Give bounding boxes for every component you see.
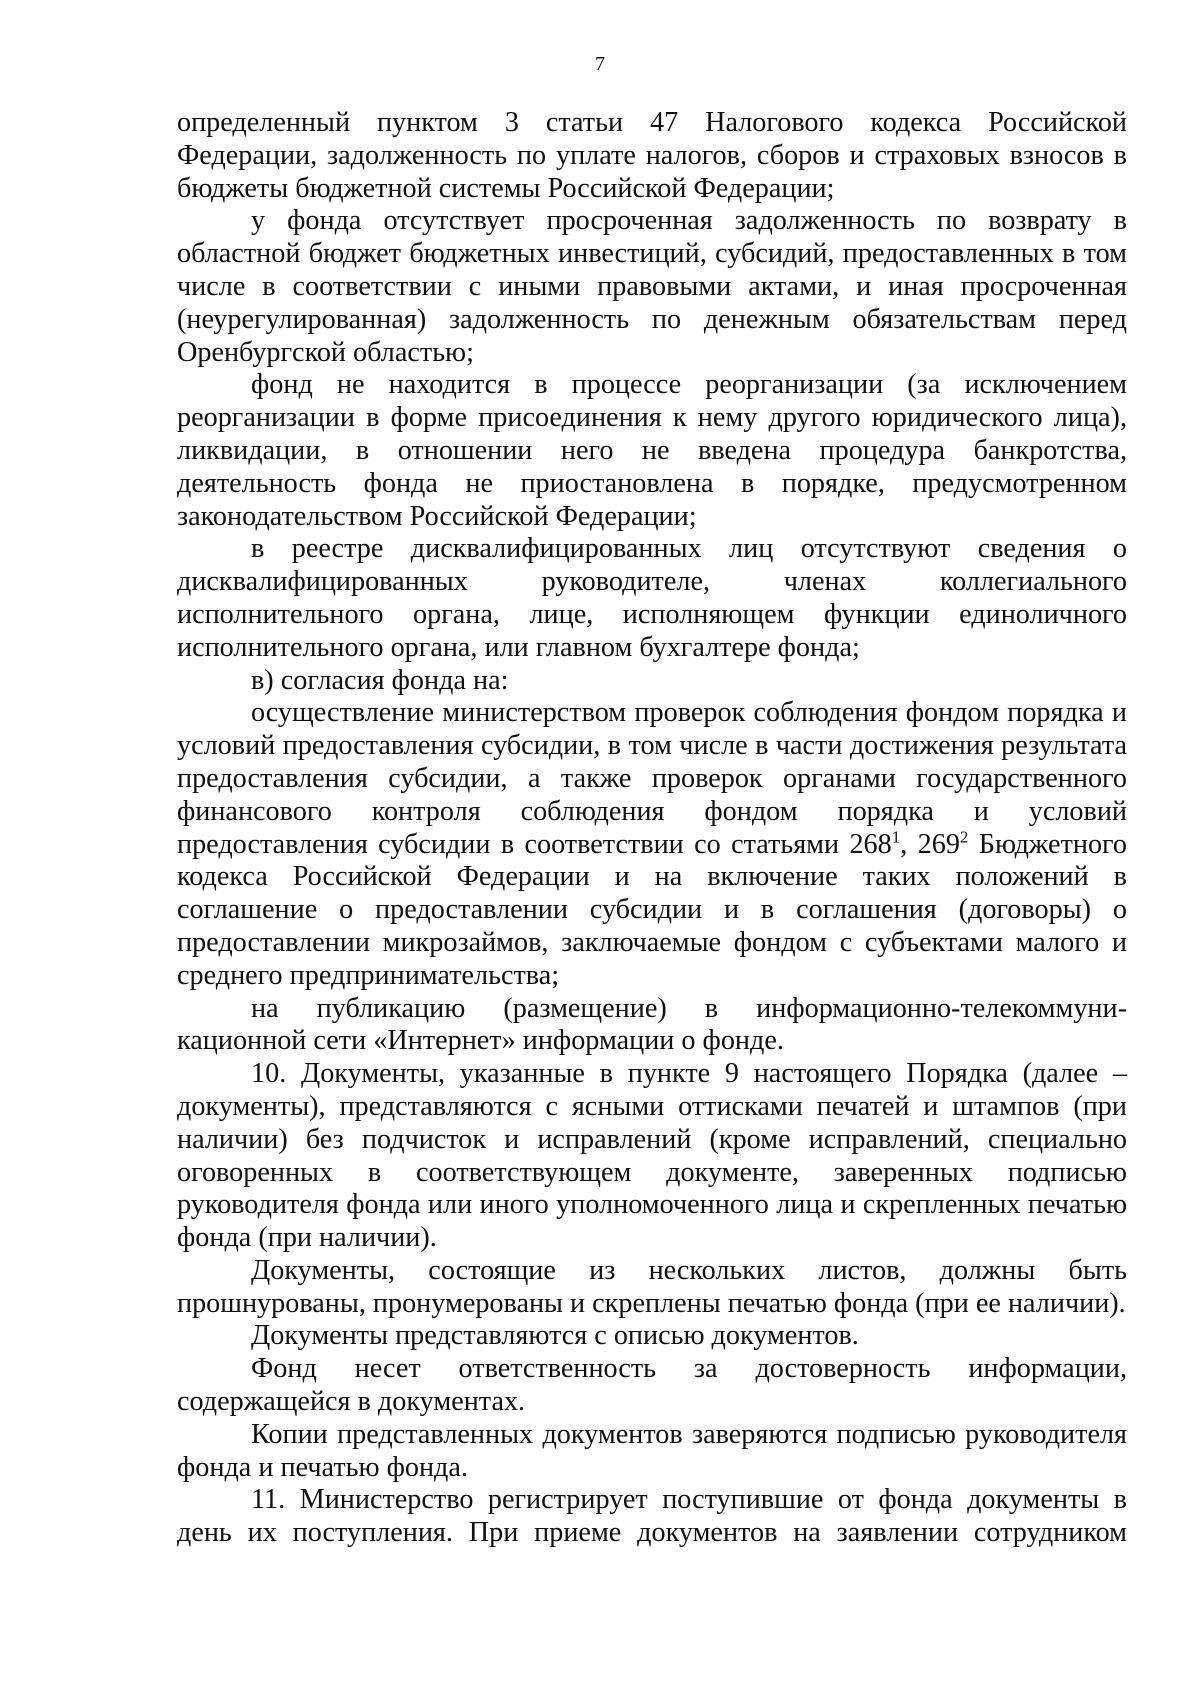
paragraph-tax-debt: определенный пунктом 3 статьи 47 Налогового кодекса Российской Федерации, задолженность по уплате налогов, сборов и страховых взносов в бюджеты бюджетной системы Российской Федерации; [177, 107, 1127, 204]
paragraph-inventory: Документы представляются с описью документов. [251, 1320, 859, 1352]
paragraph-consent-heading: в) согласия фонда на: [251, 664, 509, 696]
paragraph-11-registration: 11. Министерство регистрирует поступившие от фонда документы в день их поступления. При приеме документов на заявлении сотрудником [177, 1484, 1127, 1549]
paragraph-responsibility: Фонд несет ответственность за достоверность информации, содержащейся в документах. [177, 1353, 1127, 1418]
paragraph-10-documents: 10. Документы, указанные в пункте 9 настоящего Порядка (далее – документы), представляются с ясными оттисками печатей и штампов (при наличии) без подчисток и исправлений (кроме исправлений, специально оговоренных в соответствующем документе, заверенных подписью руководителя фонда или иного уполномоченного лица и скрепленных печатью фонда (при наличии). [177, 1058, 1127, 1254]
paragraph-reorganization: фонд не находится в процессе реорганизации (за исключением реорганизации в форме присоединения к нему другого юридического лица), ликвидации, в отношении него не введена процедура банкротства, деятельность фонда не приостановлена в порядке, предусмотренном законодательством Российской Федерации; [177, 369, 1127, 532]
paragraph-inspections-text-middle: , 269 [900, 828, 960, 860]
page-number: 7 [595, 53, 605, 75]
paragraph-inspections-consent [177, 697, 1127, 992]
paragraph-inspections-text-start: осуществление министерством проверок соблюдения фондом порядка и условий предоставления субсидии, в том числе в части достижения результата предоставления субсидии, а также проверок органами государственного финансового контроля соблюдения фондом порядка и условий предоставления субсидии в соответствии со статьями 268 [177, 697, 1127, 860]
paragraph-overdue-debt: у фонда отсутствует просроченная задолженность по возврату в областной бюджет бюджетных инвестиций, субсидий, предоставленных в том числе в соответствии с иными правовыми актами, и иная просроченная (неурегулированная) задолженность по денежным обязательствам перед Оренбургской областью; [177, 205, 1127, 368]
paragraph-copies: Копии представленных документов заверяются подписью руководителя фонда и печатью фонда. [177, 1418, 1127, 1483]
superscript-2: 2 [959, 827, 969, 847]
document-body [177, 107, 1127, 1550]
paragraph-publication-consent: на публикацию (размещение) в информационно-телекоммуни-кационной сети «Интернет» информации о фонде. [177, 992, 1127, 1057]
paragraph-inspections-text-end: Бюджетного кодекса Российской Федерации и на включение таких положений в соглашение о предоставлении субсидии и в соглашения (договоры) о предоставлении микрозаймов, заключаемые фондом с субъектами малого и среднего предпринимательства; [177, 828, 1127, 991]
superscript-1: 1 [891, 827, 901, 847]
paragraph-disqualified-register: в реестре дисквалифицированных лиц отсутствуют сведения о дисквалифицированных руководителе, членах коллегиального исполнительного органа, лице, исполняющем функции единоличного исполнительного органа, или главном бухгалтере фонда; [177, 533, 1127, 663]
paragraph-multi-sheet-documents: Документы, состоящие из нескольких листов, должны быть прошнурованы, пронумерованы и скреплены печатью фонда (при ее наличии). [177, 1254, 1127, 1319]
